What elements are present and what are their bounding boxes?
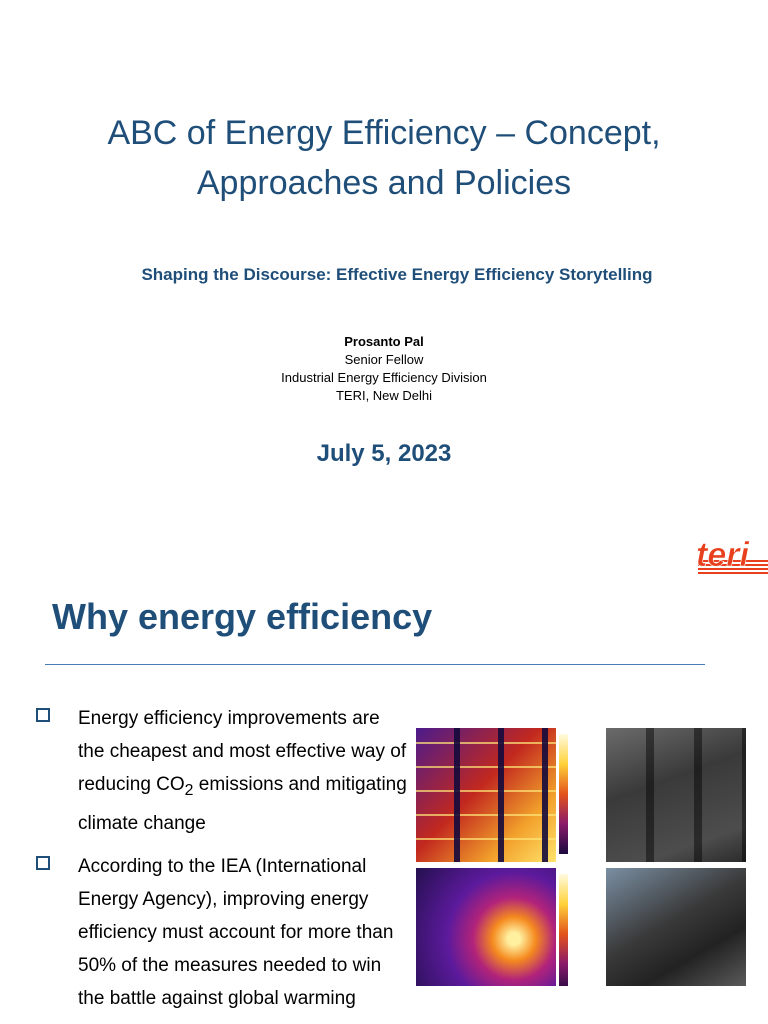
title-divider [45,664,705,665]
bullet-list [36,702,408,1024]
teri-logo [694,530,768,576]
subscript: 2 [184,781,194,799]
thermal-image-pipe [416,868,556,986]
bullet-text-part: emissions and mitigating climate change [78,774,407,834]
author-role: Senior Fellow [344,352,424,367]
author-block [0,333,768,405]
checkbox-bullet-icon [36,856,50,870]
bullet-item [36,850,408,1015]
author-division: Industrial Energy Efficiency Division [281,370,487,385]
thermal-image-furnace [416,728,556,862]
checkbox-bullet-icon [36,708,50,722]
bullet-text: According to the IEA (International Energy Agency), improving energy efficiency must account for more than 50% of the measures needed to win the battle against global warming [78,855,394,1009]
presentation-date: July 5, 2023 [316,440,452,467]
thermal-color-scale [557,728,591,862]
author-org: TERI, New Delhi [335,388,433,403]
presentation-subtitle: Shaping the Discourse: Effective Energy Efficiency Storytelling [141,265,653,284]
photo-pipe [606,868,746,986]
bullet-text-part: Energy efficiency improvements are the cheapest and most effective way of reducing CO [78,708,407,795]
slide-title: Why energy efficiency [52,596,433,637]
svg-text:teri: teri [696,536,749,574]
thermal-color-scale [557,868,591,986]
author-name: Prosanto Pal [344,334,424,349]
content-slide [0,576,768,1024]
photo-furnace [606,728,746,862]
bullet-item [36,702,408,840]
presentation-title [0,108,768,208]
bullet-text [78,702,408,840]
title-line-2: Approaches and Policies [196,164,572,202]
title-line-1: ABC of Energy Efficiency – Concept, [107,114,661,152]
